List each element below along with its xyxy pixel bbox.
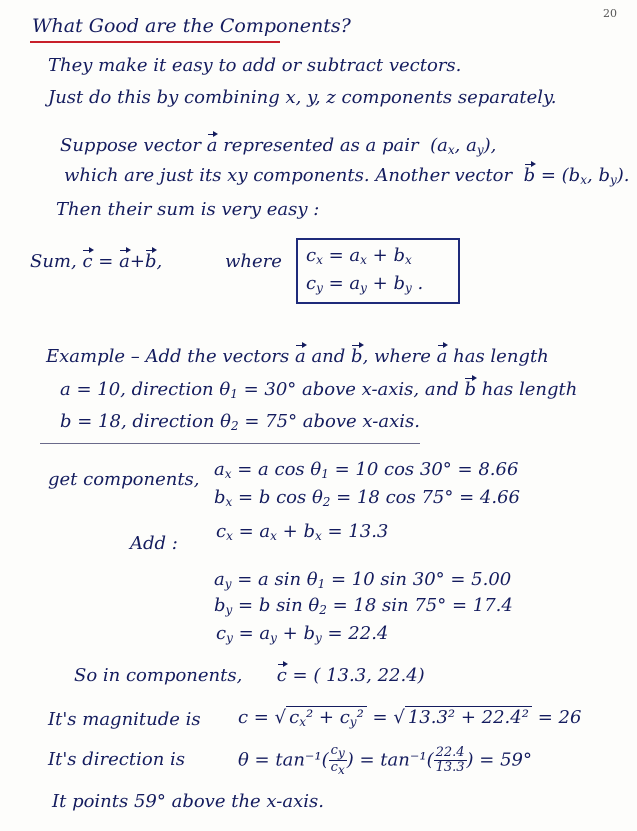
by-formula: $b_y = b$ $\sin \theta_2 = 18$ sin 75° = 17.4 bbox=[214, 595, 513, 617]
direction-formula: θ = tan⁻¹( $\frac{c_y}{c_x}$ ) = tan⁻¹( $\frac{22.4}{13.3}$ ) = 59° bbox=[238, 743, 533, 777]
sum-definition: Sum, c = a+b, bbox=[30, 251, 163, 272]
ax-formula: $a_x = a$ $\cos \theta_1 = 10$ cos 30° = 8.66 bbox=[214, 459, 519, 481]
cy-formula: $c_y = a_y + b_y = 22.4$ bbox=[216, 623, 389, 645]
suppose-line-1: Suppose vector a represented as a pair ($a_x$, $a_y$), bbox=[60, 135, 497, 157]
title-underline bbox=[30, 41, 280, 43]
add-label: Add : bbox=[130, 533, 178, 554]
magnitude-label: It's magnitude is bbox=[48, 709, 201, 730]
example-line-2: a = 10, direction $\theta_1 = 30^\circ$ above x-axis, and b has length bbox=[60, 379, 578, 401]
example-divider bbox=[40, 443, 420, 444]
get-components-label: get components, bbox=[48, 469, 200, 490]
final-statement: It points 59° above the x-axis. bbox=[52, 791, 324, 812]
cx-formula: $c_x = a_x + b_x = 13.3$ bbox=[216, 521, 389, 543]
so-in-components-line: So in components, c = ( 13.3, 22.4) bbox=[74, 665, 425, 686]
where-label: where bbox=[225, 251, 282, 272]
magnitude-formula: c = √ $c_x^2 + c_y^2$ = √ 13.3² + 22.4² = 26 bbox=[238, 707, 582, 729]
intro-line-2: Just do this by combining x, y, z components separately. bbox=[48, 87, 557, 108]
sum-cy-formula: $c_y = a_y + b_y$ . bbox=[306, 273, 424, 295]
page-title: What Good are the Components? bbox=[32, 15, 351, 37]
example-line-1: Example – Add the vectors a and b, where a has length bbox=[46, 346, 549, 367]
ay-formula: $a_y = a$ $\sin \theta_1 = 10$ sin 30° = 5.00 bbox=[214, 569, 512, 591]
example-line-3: b = 18, direction $\theta_2 = 75^\circ$ above x-axis. bbox=[60, 411, 420, 433]
bx-formula: $b_x = b$ $\cos \theta_2 = 18$ cos 75° = 4.66 bbox=[214, 487, 520, 509]
sum-cx-formula: $c_x = a_x + b_x$ bbox=[306, 245, 412, 267]
page-number: 20 bbox=[603, 7, 617, 20]
suppose-line-2: which are just its xy components. Another vector $b = (b_x$, $b_y$). bbox=[64, 165, 630, 187]
direction-label: It's direction is bbox=[48, 749, 186, 770]
suppose-line-3: Then their sum is very easy : bbox=[56, 199, 320, 220]
intro-line-1: They make it easy to add or subtract vectors. bbox=[48, 55, 462, 76]
